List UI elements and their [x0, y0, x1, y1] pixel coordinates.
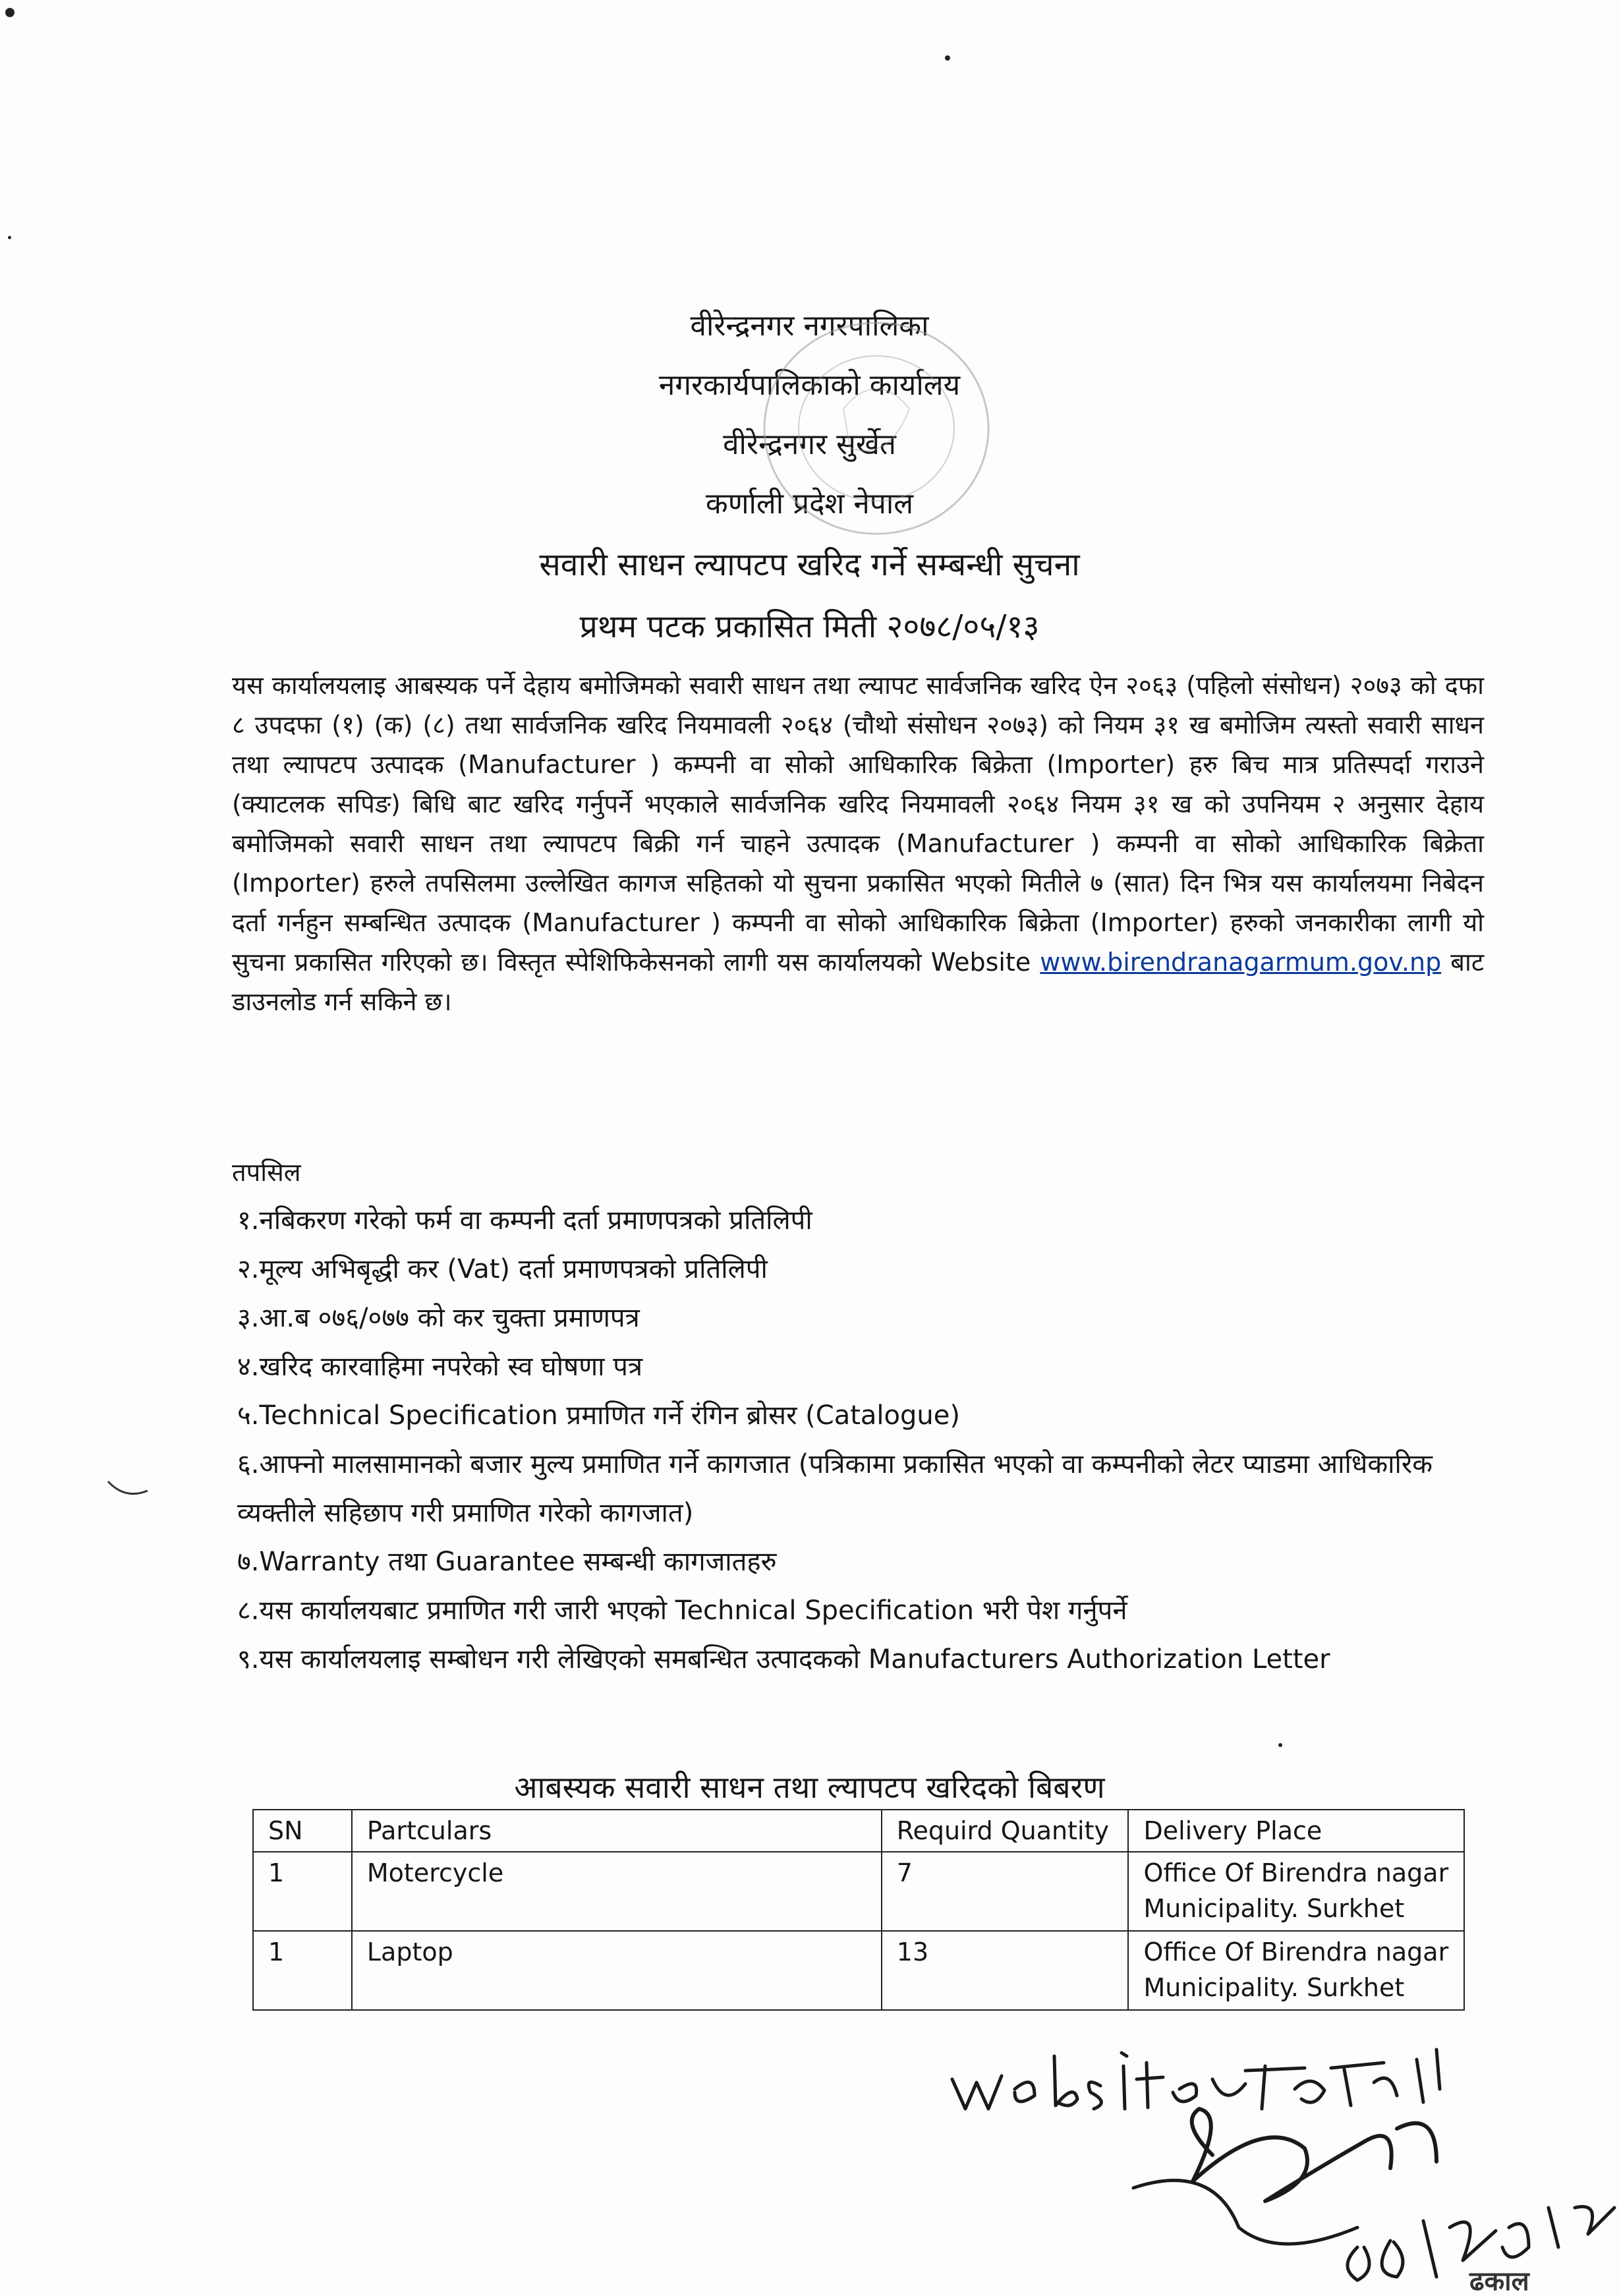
- website-link[interactable]: www.birendranagarmum.gov.np: [1040, 948, 1442, 977]
- office-name: नगरकार्यपालिकाको कार्यालय: [658, 368, 961, 402]
- cell-sn: 1: [253, 1931, 352, 2010]
- list-item: १.नबिकरण गरेको फर्म वा कम्पनी दर्ता प्रमाणपत्रको प्रतिलिपी: [237, 1205, 812, 1236]
- list-item: ९.यस कार्यालयलाइ सम्बोधन गरी लेखिएको समबन्धित उत्पादकको Manufacturers Authorization Letter: [237, 1644, 1330, 1675]
- stamp-name-fragment: ढकाल: [1469, 2267, 1529, 2296]
- list-item: ६.आफ्नो मालसामानको बजार मुल्य प्रमाणित गर्ने कागजात (पत्रिकामा प्रकासित भएको वा कम्पनीको लेटर प्याडमा आधिकारिक व्यक्तीले सहिछाप गरी प्रमाणित गरेको कागजात): [237, 1449, 1433, 1528]
- list-item: ८.यस कार्यालयबाट प्रमाणित गरी जारी भएको Technical Specification भरी पेश गर्नुपर्ने: [237, 1595, 1127, 1626]
- table-title: आबस्यक सवारी साधन तथा ल्यापटप खरिदको बिबरण: [514, 1769, 1105, 1805]
- scan-speck: [1278, 1743, 1282, 1747]
- list-item: २.मूल्य अभिबृद्धी कर (Vat) दर्ता प्रमाणपत्रको प्रतिलिपी: [237, 1254, 768, 1284]
- header-particulars: Partculars: [352, 1810, 882, 1852]
- scan-speck: [8, 236, 11, 239]
- table-header-row: [253, 1810, 1464, 1852]
- municipality-name: वीरेन्द्रनगर नगरपालिका: [690, 309, 929, 343]
- cell-particular: Motercycle: [352, 1852, 882, 1931]
- scan-speck: [5, 8, 14, 17]
- office-seal-stamp: [751, 310, 1002, 547]
- publish-date: प्रथम पटक प्रकासित मिती २०७८/०५/१३: [579, 608, 1040, 645]
- notice-title: सवारी साधन ल्यापटप खरिद गर्ने सम्बन्धी सुचना: [539, 546, 1080, 583]
- list-item: ७.Warranty तथा Guarantee सम्बन्धी कागजातहरु: [237, 1547, 777, 1577]
- cell-particular: Laptop: [352, 1931, 882, 2010]
- cell-delivery-place: Office Of Birendra nagar Municipality. Surkhet: [1128, 1852, 1464, 1931]
- header-delivery-place: Delivery Place: [1128, 1810, 1464, 1852]
- cell-quantity: 7: [882, 1852, 1129, 1931]
- cell-delivery-place: Office Of Birendra nagar Municipality. Surkhet: [1128, 1931, 1464, 2010]
- province-country: कर्णाली प्रदेश नेपाल: [705, 487, 914, 521]
- handwritten-signature: [936, 2010, 1619, 2296]
- list-item: ३.आ.ब ०७६/०७७ को कर चुक्ता प्रमाणपत्र: [237, 1303, 640, 1333]
- notice-body: [232, 666, 1484, 1021]
- requirements-list: [237, 1196, 1476, 1684]
- scan-mark: [105, 1476, 152, 1503]
- download-text: बाट डाउनलोड गर्न सकिने छ।: [232, 948, 1484, 1016]
- list-heading: तपसिल: [232, 1158, 301, 1187]
- scan-speck: [945, 55, 950, 61]
- list-item: ५.Technical Specification प्रमाणित गर्ने रंगिन ब्रोसर (Catalogue): [237, 1400, 960, 1431]
- header-quantity: Requird Quantity: [882, 1810, 1129, 1852]
- notice-paragraph: यस कार्यालयलाइ आबस्यक पर्ने देहाय बमोजिमको सवारी साधन तथा ल्यापट सार्वजनिक खरिद ऐन २०६३ (पहिलो संसोधन) २०७३ को दफा ८ उपदफा (१) (क) (८) तथा सार्वजनिक खरिद नियमावली २०६४ (चौथो संसोधन २०७३) को नियम ३१ ख बमोजिम त्यस्तो सवारी साधन तथा ल्यापटप उत्पादक (Manufacturer ) कम्पनी वा सोको आधिकारिक बिक्रेता (Importer) हरु बिच मात्र प्रतिस्पर्दा गराउने (क्याटलक सपिङ) बिधि बाट खरिद गर्नुपर्ने भएकाले सार्वजनिक खरिद नियमावली २०६४ नियम ३१ ख को उपनियम २ अनुसार देहाय बमोजिमको सवारी साधन तथा ल्यापटप बिक्री गर्न चाहने उत्पादक (Manufacturer ) कम्पनी वा सोको आधिकारिक बिक्रेता (Importer) हरुले तपसिलमा उल्लेखित कागज सहितको यो सुचना प्रकासित भएको मितीले ७ (सात) दिन भित्र यस कार्यालयमा निबेदन दर्ता गर्नहुन सम्बन्धित उत्पादक (Manufacturer ) कम्पनी वा सोको आधिकारिक बिक्रेता (Importer) हरुको जनकारीका लागी यो सुचना प्रकासित गरिएको छ। विस्तृत स्पेशिफिकेसनको लागी यस कार्यालयको Website: [232, 671, 1484, 977]
- procurement-table: [252, 1809, 1465, 2011]
- office-location: वीरेन्द्रनगर सुर्खेत: [723, 428, 896, 461]
- list-item: ४.खरिद कारवाहिमा नपरेको स्व घोषणा पत्र: [237, 1352, 643, 1382]
- table-row: [253, 1852, 1464, 1931]
- table-row: [253, 1931, 1464, 2010]
- header-sn: SN: [253, 1810, 352, 1852]
- cell-quantity: 13: [882, 1931, 1129, 2010]
- cell-sn: 1: [253, 1852, 352, 1931]
